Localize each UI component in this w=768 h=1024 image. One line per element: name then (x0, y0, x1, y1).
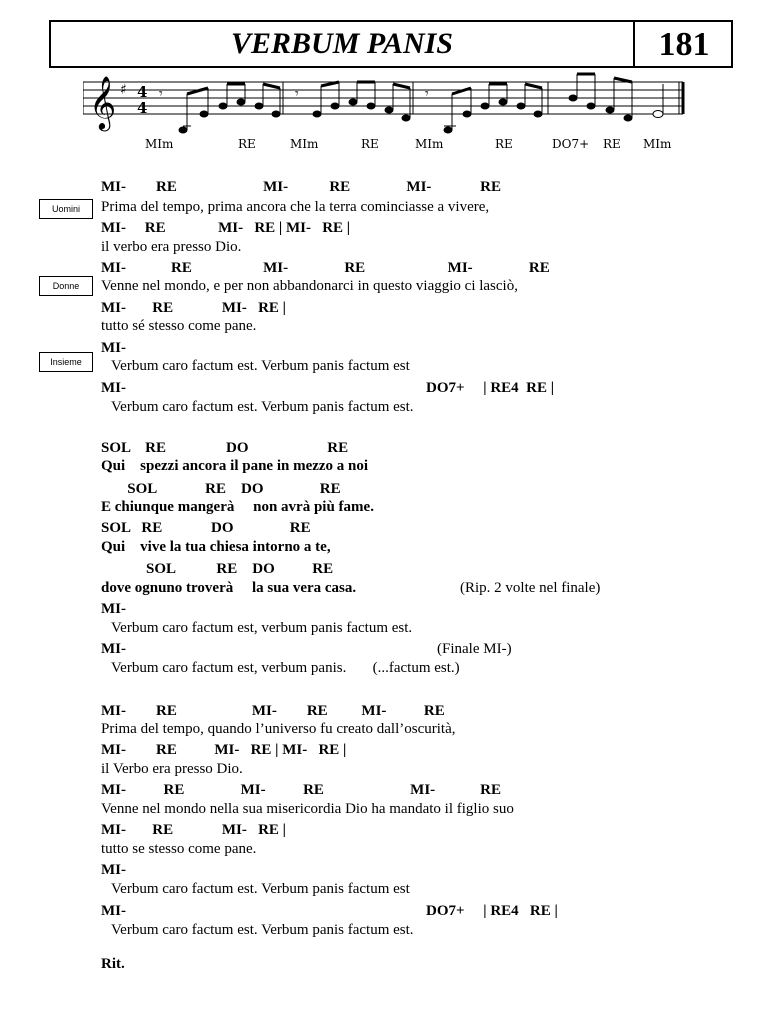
chord-line: MI- RE MI- RE | (101, 300, 286, 316)
lyric-line: Verbum caro factum est, verbum panis factum est. (111, 620, 413, 636)
role-label-men: Uomini (39, 199, 93, 219)
lyric-line: dove ognuno troverà la sua vera casa. (101, 580, 357, 596)
lyric-line: Verbum caro factum est, verbum panis. (...factum est.) (111, 660, 460, 676)
chord-line: MI- (101, 601, 126, 617)
lyric-line: Venne nel mondo nella sua misericordia Dio ha mandato il figlio suo (101, 801, 514, 817)
chord-line: SOL RE DO RE (101, 520, 311, 536)
chord-line: MI- RE MI- RE MI- RE (101, 703, 445, 719)
svg-text:𝄾: 𝄾 (295, 86, 299, 102)
svg-text:𝄾: 𝄾 (159, 86, 163, 102)
repeat-note: (Rip. 2 volte nel finale) (460, 580, 601, 596)
time-signature-top: 4 (137, 83, 148, 101)
lyric-line: Prima del tempo, prima ancora che la terra cominciasse a vivere, (101, 199, 490, 215)
lyric-line: il verbo era presso Dio. (101, 239, 242, 255)
lyric-line: Venne nel mondo, e per non abbandonarci in questo viaggio ci lasciò, (101, 278, 518, 294)
chord-line: SOL RE DO RE (101, 481, 341, 497)
staff-notation (83, 60, 693, 160)
chord-line: MI- (101, 862, 126, 878)
lyric-line: tutto sé stesso come pane. (101, 318, 257, 334)
chord-label: MIm (145, 137, 174, 151)
chord-label: MIm (415, 137, 444, 151)
chord-label: RE (495, 137, 513, 151)
song-number: 181 (633, 22, 733, 66)
chord-label: MIm (643, 137, 672, 151)
chord-label: RE (238, 137, 256, 151)
lyric-line: il Verbo era presso Dio. (101, 761, 243, 777)
lyric-line: Prima del tempo, quando l’universo fu creato dall’oscurità, (101, 721, 456, 737)
chord-label: DO7+ (552, 137, 590, 151)
key-sharp-icon: ♯ (120, 82, 127, 98)
chord-label: RE (361, 137, 379, 151)
music-staff (83, 60, 693, 160)
time-signature-bottom: 4 (137, 99, 148, 117)
lyric-line: Verbum caro factum est. Verbum panis factum est. (111, 922, 414, 938)
refrain-marker: Rit. (101, 956, 125, 972)
chord-line: MI- RE MI- RE | MI- RE | (101, 220, 351, 236)
chord-label: RE (603, 137, 621, 151)
chord-line: MI- (101, 340, 126, 356)
svg-text:𝄾: 𝄾 (425, 86, 429, 102)
lyric-line: Qui vive la tua chiesa intorno a te, (101, 539, 331, 555)
lyric-line: Qui spezzi ancora il pane in mezzo a noi (101, 458, 369, 474)
chord-line: MI- RE MI- RE MI- RE (101, 782, 501, 798)
chord-label: MIm (290, 137, 319, 151)
treble-clef-icon: 𝄞 (89, 75, 117, 129)
chord-line: SOL RE DO RE (101, 561, 334, 577)
lyric-line: tutto se stesso come pane. (101, 841, 257, 857)
role-label-women: Donne (39, 276, 93, 296)
chord-line: MI- RE MI- RE | (101, 822, 286, 838)
song-title: VERBUM PANIS (230, 27, 453, 60)
role-label-together: Insieme (39, 352, 93, 372)
chord-line: MI- (101, 641, 126, 657)
chord-line: SOL RE DO RE (101, 440, 349, 456)
lyric-line: E chiunque mangerà non avrà più fame. (101, 499, 374, 515)
chord-line: MI- DO7+ | RE4 RE | (101, 380, 555, 396)
chord-line: MI- RE MI- RE MI- RE (101, 260, 550, 276)
chord-line: MI- RE MI- RE | MI- RE | (101, 742, 347, 758)
finale-note: (Finale MI-) (437, 641, 512, 657)
chord-line: MI- RE MI- RE MI- RE (101, 179, 501, 195)
lyric-line: Verbum caro factum est. Verbum panis factum est (111, 881, 410, 897)
lyric-line: Verbum caro factum est. Verbum panis factum est. (111, 399, 414, 415)
chord-line: MI- DO7+ | RE4 RE | (101, 903, 558, 919)
lyric-line: Verbum caro factum est. Verbum panis factum est (111, 358, 410, 374)
